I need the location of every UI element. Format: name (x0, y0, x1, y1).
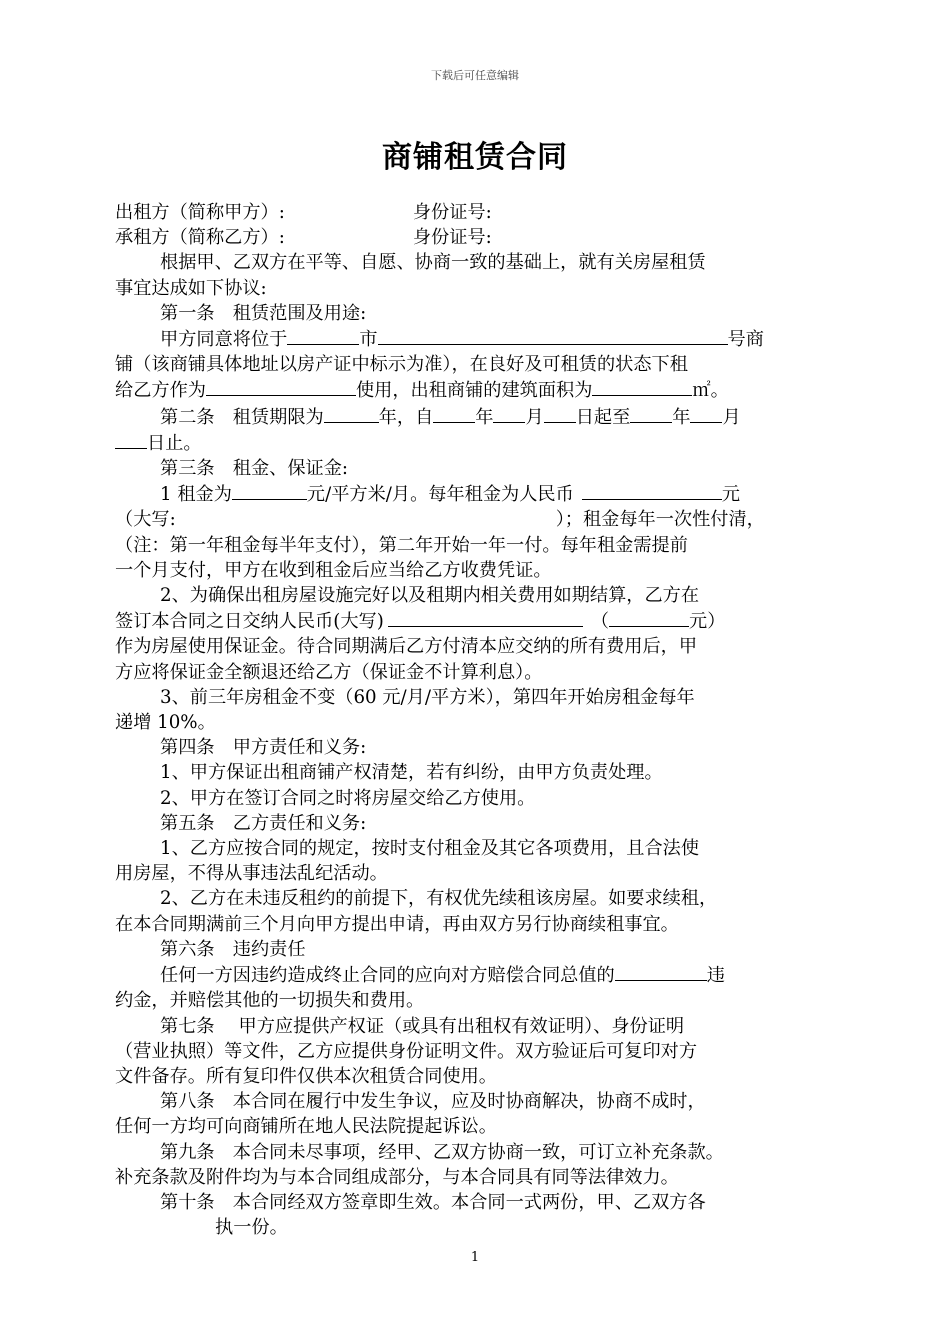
article-3-heading: 第三条 租金、保证金: (160, 458, 349, 480)
text-span: 给乙方作为 (115, 380, 206, 402)
lessee-id-label: 身份证号: (412, 227, 492, 249)
text-span: 年，自 (378, 406, 434, 428)
preamble-line-2: 事宜达成如下协议: (115, 277, 267, 299)
article-2-line-1 (115, 404, 840, 430)
blank-city (287, 326, 359, 345)
blank-end-day (115, 430, 147, 449)
article-1-line-3 (115, 377, 840, 403)
article-3-line-6 (115, 608, 840, 634)
text-span: 元） (689, 611, 726, 633)
lessor-line (115, 200, 840, 225)
blank-start-month (493, 404, 525, 423)
blank-rent-rate (232, 481, 307, 500)
text-span: ㎡。 (692, 380, 729, 402)
text-span: 1 租金为 (160, 484, 232, 506)
page-number: 1 (470, 1250, 480, 1265)
article-1-line-1 (115, 326, 840, 352)
article-1-heading: 第一条 租赁范围及用途: (160, 302, 367, 324)
text-span: 签订本合同之日交纳人民币(大写) (115, 611, 384, 633)
article-4-heading: 第四条 甲方责任和义务: (160, 737, 367, 759)
header-note: 下载后可任意编辑 (431, 69, 519, 82)
text-span: 日止。 (147, 432, 202, 454)
article-4-line-1: 1、甲方保证出租商铺产权清楚，若有纠纷，由甲方负责处理。 (160, 762, 663, 784)
article-7-line-1: 第七条 甲方应提供产权证（或具有出租权有效证明）、身份证明 (160, 1015, 685, 1037)
text-span: 市 (359, 329, 378, 351)
text-span: 元/平方米/月。每年租金为人民币 (306, 484, 574, 506)
article-3-line-4: 一个月支付，甲方在收到租金后应当给乙方收费凭证。 (115, 559, 552, 581)
article-5-heading: 第五条 乙方责任和义务: (160, 812, 367, 834)
article-1-line-2: 铺（该商铺具体地址以房产证中标示为准），在良好及可租赁的状态下租 (115, 354, 688, 376)
blank-term-years (324, 404, 379, 423)
article-9-line-1: 第九条 本合同未尽事项，经甲、乙双方协商一致，可订立补充条款。 (160, 1141, 724, 1163)
article-5-line-2: 用房屋，不得从事违法乱纪活动。 (115, 863, 388, 885)
article-3-line-8: 方应将保证金全额退还给乙方（保证金不计算利息）。 (115, 661, 543, 683)
text-span: 年 (672, 406, 691, 428)
article-5-line-1: 1、乙方应按合同的规定，按时支付租金及其它各项费用，且合法使 (160, 838, 700, 860)
lessor-id-label: 身份证号: (412, 202, 492, 223)
document-title: 商铺租赁合同 (382, 140, 568, 175)
article-3-line-5: 2、为确保出租房屋设施完好以及租期内相关费用如期结算，乙方在 (160, 585, 700, 607)
blank-end-year (630, 404, 672, 423)
text-span: 第二条 租赁期限为 (160, 406, 324, 428)
text-span: （ (590, 611, 610, 633)
article-3-line-1 (115, 481, 840, 507)
text-span: 任何一方因违约造成终止合同的应向对方赔偿合同总值的 (160, 965, 615, 987)
text-span: 日起至 (575, 406, 631, 428)
blank-start-day (544, 404, 576, 423)
blank-address (378, 326, 728, 345)
article-6-heading: 第六条 违约责任 (160, 938, 306, 960)
article-5-line-4: 在本合同期满前三个月向甲方提出申请，再由双方另行协商续租事宜。 (115, 913, 679, 935)
article-3-line-3: （注：第一年租金每半年支付），第二年开始一年一付。每年租金需提前 (115, 534, 688, 556)
article-8-line-1: 第八条 本合同在履行中发生争议，应及时协商解决，协商不成时， (160, 1091, 706, 1113)
blank-usage (206, 377, 356, 396)
article-6-line-1 (115, 962, 840, 988)
blank-deposit-amount (609, 608, 689, 627)
blank-end-month (690, 404, 722, 423)
article-10-line-1: 第十条 本合同经双方签章即生效。本合同一式两份，甲、乙双方各 (160, 1191, 706, 1213)
text-span: 号商 (727, 329, 764, 351)
blank-deposit-words (388, 608, 583, 627)
text-span: 使用，出租商铺的建筑面积为 (355, 380, 593, 402)
text-span: 违 (706, 965, 725, 987)
lessee-line (115, 225, 840, 250)
blank-area (592, 377, 692, 396)
article-8-line-2: 任何一方均可向商铺所在地人民法院提起诉讼。 (115, 1116, 497, 1138)
article-7-line-2: （营业执照）等文件，乙方应提供身份证明文件。双方验证后可复印对方 (115, 1040, 698, 1062)
article-9-line-2: 补充条款及附件均为与本合同组成部分，与本合同具有同等法律效力。 (115, 1166, 679, 1188)
text-span: ）；租金每年一次性付清， (555, 509, 765, 531)
article-5-line-3: 2、乙方在未违反租约的前提下，有权优先续租该房屋。如要求续租， (160, 888, 718, 910)
lessee-label: 承租方（简称乙方）: (115, 227, 285, 249)
article-4-line-2: 2、甲方在签订合同之时将房屋交给乙方使用。 (160, 787, 536, 809)
article-6-line-2: 约金，并赔偿其他的一切损失和费用。 (115, 990, 425, 1012)
article-3-line-9: 3、前三年房租金不变（60 元/月/平方米），第四年开始房租金每年 (160, 686, 695, 708)
text-span: 元 (721, 484, 741, 506)
blank-start-year (433, 404, 475, 423)
text-span: 甲方同意将位于 (160, 329, 288, 351)
article-7-line-3: 文件备存。所有复印件仅供本次租赁合同使用。 (115, 1065, 497, 1087)
article-2-line-2 (115, 430, 840, 456)
text-span: （大写: (115, 509, 176, 531)
article-3-line-10: 递增 10%。 (115, 712, 216, 734)
lessor-label: 出租方（简称甲方）: (115, 202, 285, 223)
preamble-line-1: 根据甲、乙双方在平等、自愿、协商一致的基础上，就有关房屋租赁 (160, 252, 706, 274)
article-3-line-7: 作为房屋使用保证金。待合同期满后乙方付清本应交纳的所有费用后，甲 (115, 636, 698, 658)
article-10-line-2: 执一份。 (215, 1217, 288, 1239)
text-span: 年 (475, 406, 494, 428)
blank-penalty (615, 962, 707, 981)
text-span: 月 (525, 406, 544, 428)
contract-body (115, 200, 840, 1240)
blank-annual-rent (582, 481, 722, 500)
article-3-line-2 (115, 507, 840, 532)
text-span: 月 (722, 406, 741, 428)
